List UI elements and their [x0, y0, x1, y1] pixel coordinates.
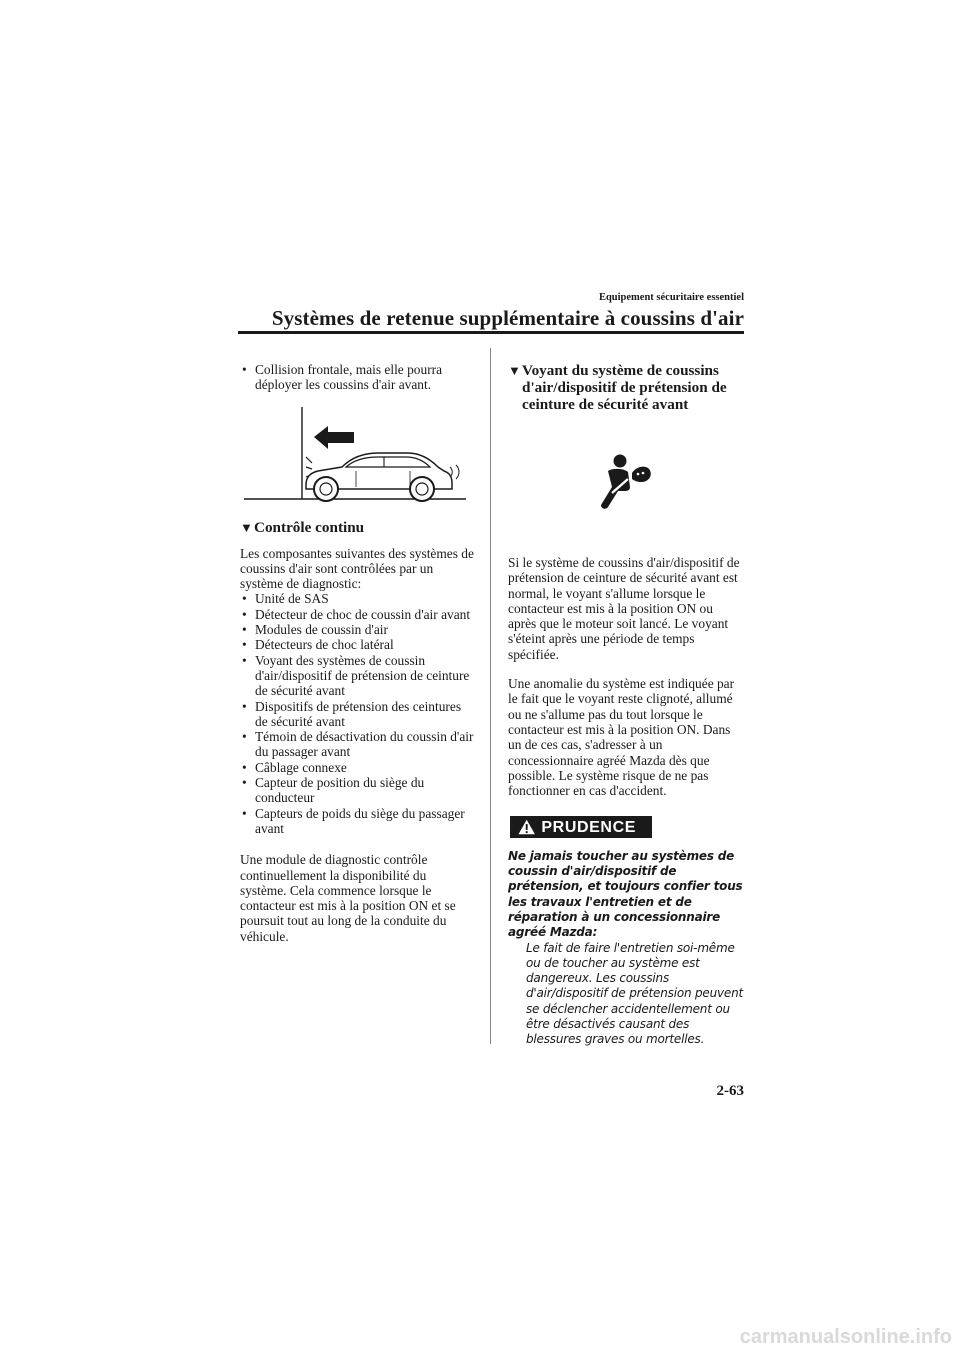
list-item: • Détecteurs de choc latéral	[240, 637, 474, 652]
section-title: Contrôle continu	[254, 518, 365, 536]
caution-title: Ne jamais toucher au systèmes de coussin d'air/dispositif de prétension, et toujours confier tous les travaux l'entretien et de réparation à un concessionnaire agréé Mazda:	[508, 848, 743, 940]
list-item: • Câblage connexe	[240, 760, 474, 775]
caution-label: PRUDENCE	[541, 818, 636, 836]
section-title: Voyant du système de coussins d'air/dispositif de prétension de ceinture de sécurité avant	[522, 362, 727, 413]
caution-badge	[510, 816, 652, 838]
section-heading-airbag-warning-light	[508, 362, 744, 413]
header-section-label: Equipement sécuritaire essentiel	[598, 292, 744, 303]
paragraph: Une anomalie du système est indiquée par le fait que le voyant reste clignoté, allumé ou ne s'allume pas du tout lorsque le contacteur est mis à la position ON. Dans un de ces cas, s'adresser à un concessionnaire agréé Mazda dès que possible. Le système risque de ne pas fonctionner en cas d'accident.	[508, 676, 735, 799]
triangle-marker-icon: ▼	[240, 519, 253, 535]
paragraph: Si le système de coussins d'air/dispositif de prétension de ceinture de sécurité avant est normal, le voyant s'allume lorsque le contacteur est mis à la position ON ou après que le moteur soit lancé. Le voyant s'éteint après une période de temps spécifiée.	[508, 555, 740, 662]
airbag-warning-icon	[594, 453, 656, 515]
list-item: • Témoin de désactivation du coussin d'air du passager avant	[240, 729, 474, 760]
intro-bullet-list	[240, 362, 474, 393]
list-item: • Voyant des systèmes de coussin d'air/dispositif de prétension de ceinture de sécurité avant	[240, 653, 474, 699]
list-item: • Dispositifs de prétension des ceintures de sécurité avant	[240, 699, 474, 730]
paragraph: Les composantes suivantes des systèmes de coussins d'air sont contrôlées par un système de diagnostic:	[240, 545, 474, 592]
monitored-components-list	[240, 591, 474, 836]
list-item: • Détecteur de choc de coussin d'air avant	[240, 607, 474, 622]
car-frontal-collision-illustration	[244, 405, 468, 503]
section-heading-continuous-monitoring	[240, 519, 474, 536]
triangle-marker-icon: ▼	[508, 363, 521, 378]
list-item: • Capteur de position du siège du conducteur	[240, 775, 474, 806]
intro-bullet: • Collision frontale, mais elle pourra déployer les coussins d'air avant.	[240, 362, 474, 393]
list-item: • Unité de SAS	[240, 591, 474, 606]
caution-detail: Le fait de faire l'entretien soi-même ou de toucher au système est dangereux. Les coussins d'air/dispositif de prétension peuvent se déclencher accidentellement ou être désactivés causant des blessures graves ou mortelles.	[526, 940, 743, 1047]
warning-triangle-icon	[518, 819, 535, 835]
list-item: • Capteurs de poids du siège du passager avant	[240, 806, 474, 837]
watermark: carmanualsonline.info	[739, 1326, 952, 1348]
list-item: • Modules de coussin d'air	[240, 622, 474, 637]
left-column	[240, 362, 474, 944]
page-number: 2-63	[716, 1083, 744, 1099]
paragraph: Une module de diagnostic contrôle continuellement la disponibilité du système. Cela commence lorsque le contacteur est mis à la position ON et se poursuit tout au long de la conduite du véhicule.	[240, 852, 456, 944]
column-divider	[490, 348, 491, 1044]
right-column	[508, 362, 744, 1048]
page-title: Systèmes de retenue supplémentaire à coussins d'air	[271, 306, 744, 330]
header-rule	[238, 331, 744, 334]
